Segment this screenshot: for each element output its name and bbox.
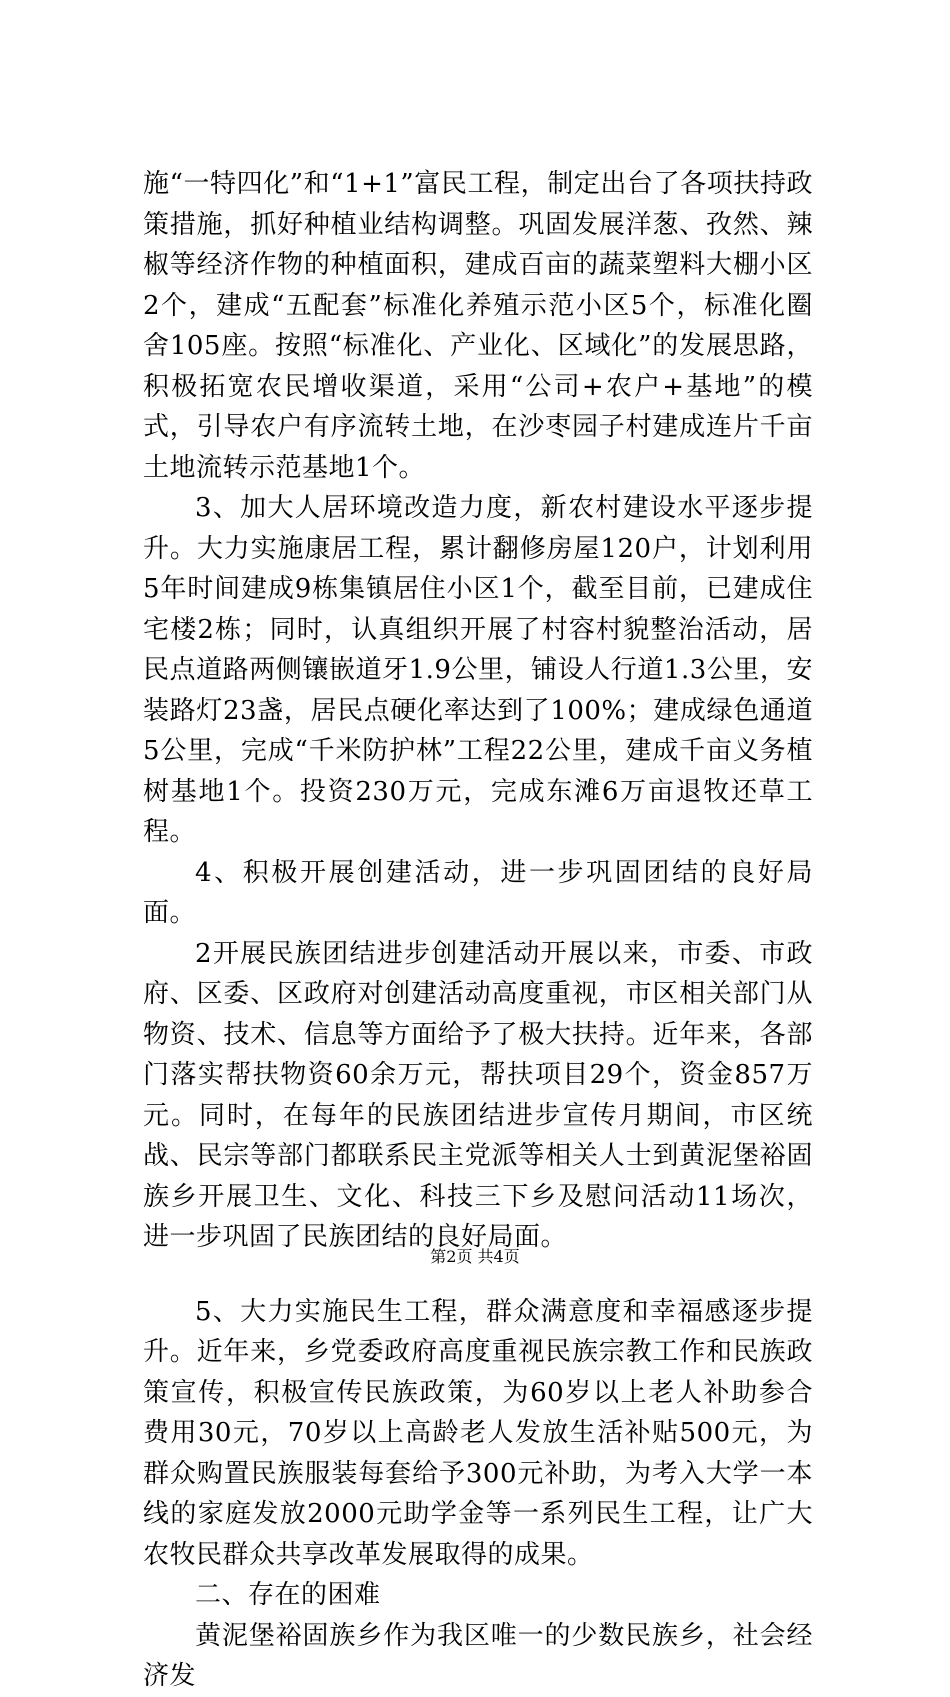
- page-footer: [0, 1247, 950, 1267]
- paragraph-difficulties-start: 黄泥堡裕固族乡作为我区唯一的少数民族乡，社会经济发: [143, 1620, 813, 1691]
- paragraph-item-4-body: 2开展民族团结进步创建活动开展以来，市委、市政府、区委、区政府对创建活动高度重视，市区相关部门从物资、技术、信息等方面给予了极大扶持。近年来，各部门落实帮扶物资60余万元，帮扶项目29个，资金857万元。同时，在每年的民族团结进步宣传月期间，市区统战、民宗等部门都联系民主党派等相关人士到黄泥堡裕固族乡开展卫生、文化、科技三下乡及慰问活动11场次，进一步巩固了民族团结的良好局面。: [143, 938, 813, 1252]
- paragraph-continued: 施“一特四化”和“1+1”富民工程，制定出台了各项扶持政策措施，抓好种植业结构调整。巩固发展洋葱、孜然、辣椒等经济作物的种植面积，建成百亩的蔬菜塑料大棚小区2个，建成“五配套”标准化养殖示范小区5个，标准化圈舍105座。按照“标准化、产业化、区域化”的发展思路，积极拓宽农民增收渠道，采用“公司+农户+基地”的模式，引导农户有序流转土地，在沙枣园子村建成连片千亩土地流转示范基地1个。: [143, 169, 813, 483]
- paragraph-item-4-heading: 4、积极开展创建活动，进一步巩固团结的良好局面。: [143, 857, 813, 928]
- paragraph-item-5: 5、大力实施民生工程，群众满意度和幸福感逐步提升。近年来，乡党委政府高度重视民族宗教工作和民族政策宣传，积极宣传民族政策，为60岁以上老人补助参合费用30元，70岁以上高龄老人发放生活补贴500元，为群众购置民族服装每套给予300元补助，为考入大学一本线的家庭发放2000元助学金等一系列民生工程，让广大农牧民群众共享改革发展取得的成果。: [143, 1296, 813, 1570]
- paragraph-item-3: 3、加大人居环境改造力度，新农村建设水平逐步提升。大力实施康居工程，累计翻修房屋120户，计划利用5年时间建成9栋集镇居住小区1个，截至目前，已建成住宅楼2栋；同时，认真组织开展了村容村貌整治活动，居民点道路两侧镶嵌道牙1.9公里，铺设人行道1.3公里，安装路灯23盏，居民点硬化率达到了100%；建成绿色通道5公里，完成“千米防护林”工程22公里，建成千亩义务植树基地1个。投资230万元，完成东滩6万亩退牧还草工程。: [143, 493, 813, 847]
- section-heading-difficulties: 二、存在的困难: [195, 1580, 381, 1610]
- document-body: [143, 164, 813, 1697]
- page-number: 第2页 共4页: [430, 1247, 520, 1266]
